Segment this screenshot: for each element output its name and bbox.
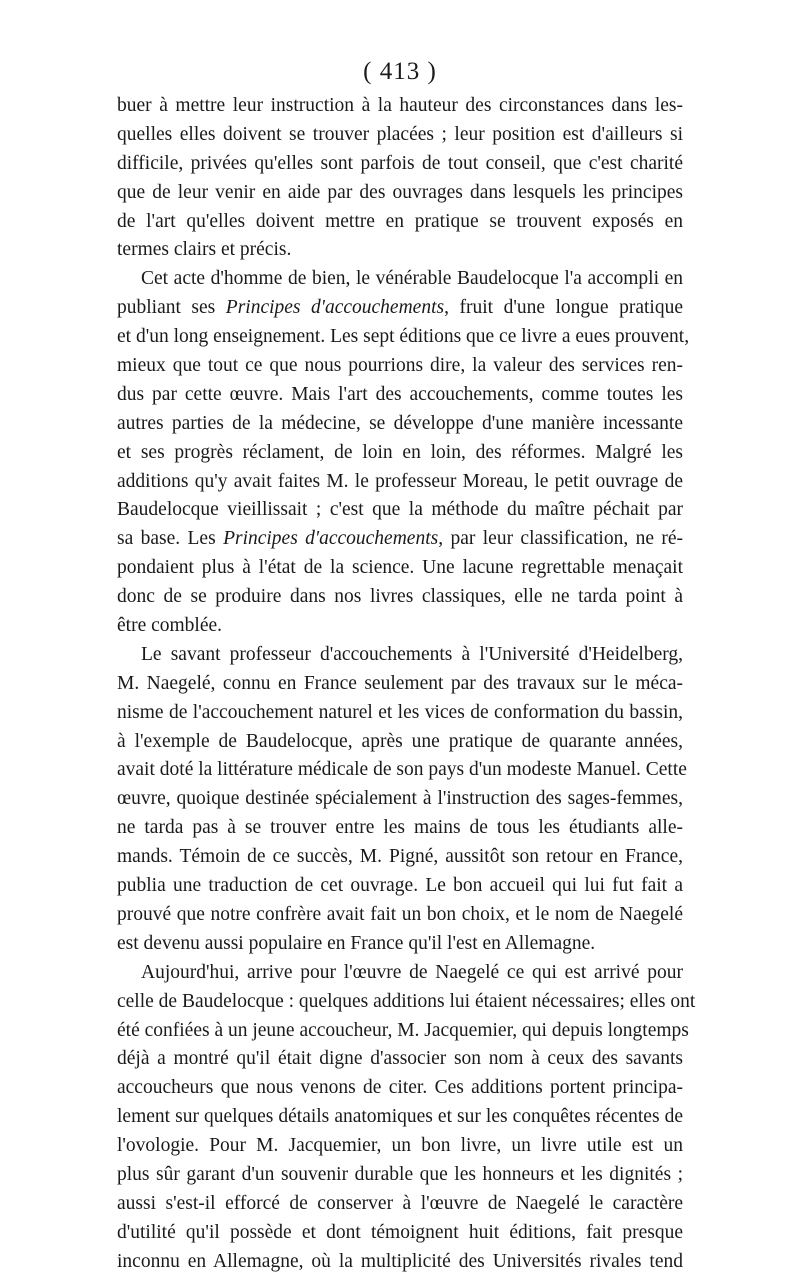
text-segment: , fruit d'une longue pratique: [444, 297, 683, 319]
text-line: Baudelocque vieillissait ; c'est que la méthode du maître péchait par: [117, 499, 683, 521]
text-line: être comblée.: [117, 615, 223, 637]
text-line: déjà a montré qu'il était digne d'associer son nom à ceux des savants: [117, 1048, 683, 1070]
text-line: l'ovologie. Pour M. Jacquemier, un bon livre, un livre utile est un: [117, 1135, 683, 1157]
text-line: œuvre, quoique destinée spécialement à l'instruction des sages-femmes,: [117, 788, 683, 810]
text-line: lement sur quelques détails anatomiques et sur les conquêtes récentes de: [117, 1106, 683, 1128]
text-line: [117, 294, 683, 323]
text-line: avait doté la littérature médicale de son pays d'un modeste Manuel. Cette: [117, 759, 687, 781]
text-line: M. Naegelé, connu en France seulement par des travaux sur le méca-: [117, 672, 683, 694]
body-text: [117, 92, 696, 1277]
book-title: Principes d'accouchements: [225, 297, 445, 319]
text-line: dus par cette œuvre. Mais l'art des accouchements, comme toutes les: [117, 383, 683, 405]
text-line: et ses progrès réclament, de loin en loin, des réformes. Malgré les: [117, 441, 683, 463]
text-line: que de leur venir en aide par des ouvrages dans lesquels les principes: [117, 181, 683, 203]
text-line: Cet acte d'homme de bien, le vénérable Baudelocque l'a accompli en: [141, 268, 683, 290]
text-segment: , par leur classification, ne ré-: [438, 528, 683, 550]
text-line: est devenu aussi populaire en France qu'il l'est en Allemagne.: [117, 932, 596, 954]
text-line: donc de se produire dans nos livres classiques, elle ne tarda point à: [117, 586, 683, 608]
text-line: termes clairs et précis.: [117, 239, 292, 261]
text-line: celle de Baudelocque : quelques additions lui étaient nécessaires; elles ont: [117, 990, 696, 1012]
text-segment: sa base. Les: [117, 528, 224, 550]
text-line: autres parties de la médecine, se développe d'une manière incessante: [117, 412, 683, 434]
text-line: difficile, privées qu'elles sont parfois de tout conseil, que c'est charité: [117, 152, 683, 174]
text-segment: publiant ses: [117, 297, 226, 319]
text-line: plus sûr garant d'un souvenir durable que les honneurs et les dignités ;: [117, 1163, 683, 1185]
text-line: quelles elles doivent se trouver placées ; leur position est d'ailleurs si: [117, 123, 683, 145]
text-line: additions qu'y avait faites M. le professeur Moreau, le petit ouvrage de: [117, 470, 683, 492]
text-line: d'utilité qu'il possède et dont témoignent huit éditions, fait presque: [117, 1221, 683, 1243]
text-line: pondaient plus à l'état de la science. Une lacune regrettable menaçait: [117, 557, 683, 579]
text-line: buer à mettre leur instruction à la hauteur des circonstances dans les-: [117, 95, 683, 116]
text-line: Le savant professeur d'accouchements à l'Université d'Heidelberg,: [141, 643, 683, 665]
text-line: et d'un long enseignement. Les sept éditions que ce livre a eues prouvent,: [117, 326, 690, 348]
text-line: été confiées à un jeune accoucheur, M. Jacquemier, qui depuis longtemps: [117, 1019, 689, 1041]
text-line: ne tarda pas à se trouver entre les mains de tous les étudiants alle-: [117, 817, 683, 839]
page-number: ( 413 ): [363, 58, 437, 85]
text-line: nisme de l'accouchement naturel et les vices de conformation du bassin,: [117, 701, 683, 723]
book-title: Principes d'accouchements: [223, 528, 439, 550]
text-line: publia une traduction de cet ouvrage. Le bon accueil qui lui fut fait a: [117, 875, 683, 897]
text-line: à l'exemple de Baudelocque, après une pratique de quarante années,: [117, 730, 683, 752]
text-line: Aujourd'hui, arrive pour l'œuvre de Naegelé ce qui est arrivé pour: [141, 961, 683, 983]
text-line: inconnu en Allemagne, où la multiplicité des Universités rivales tend: [117, 1250, 683, 1272]
text-line: accoucheurs que nous venons de citer. Ces additions portent principa-: [117, 1077, 683, 1099]
text-line: prouvé que notre confrère avait fait un bon choix, et le nom de Naegelé: [117, 903, 683, 925]
text-line: aussi s'est-il efforcé de conserver à l'œuvre de Naegelé le caractère: [117, 1192, 683, 1214]
text-line: mands. Témoin de ce succès, M. Pigné, aussitôt son retour en France,: [117, 846, 683, 868]
text-line: de l'art qu'elles doivent mettre en pratique se trouvent exposés en: [117, 210, 683, 232]
text-line: [117, 525, 683, 554]
text-line: mieux que tout ce que nous pourrions dire, la valeur des services ren-: [117, 355, 683, 377]
